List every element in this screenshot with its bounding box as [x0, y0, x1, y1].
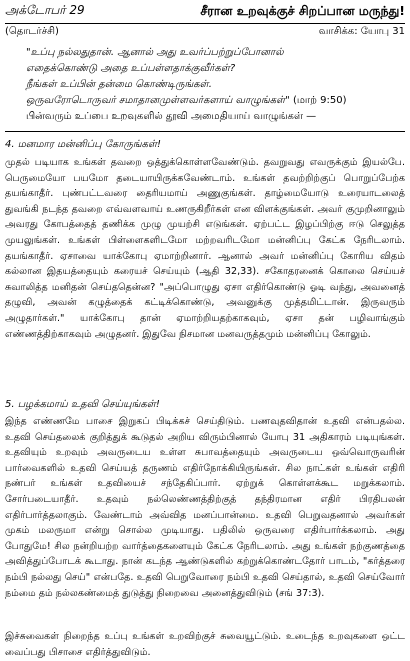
reading-reference: வாசிக்க: யோபு 31	[318, 26, 405, 37]
page-date: அக்டோபர் 29	[5, 3, 85, 17]
page-title: சீரான உறவுக்குச் சிறப்பான மருந்து!	[200, 2, 405, 18]
quote-line: எதைக்கொண்டு அதை உப்பள்ளதாக்குவீர்கள்?	[26, 63, 236, 74]
quote-line	[26, 93, 400, 109]
continued-label: (தொடர்ச்சி)	[5, 26, 59, 37]
subheader	[5, 26, 405, 38]
section-heading: 5. பழக்கமாய் உதவி செய்யுங்கள்!	[5, 399, 160, 410]
section-body: இந்த எண்ணமே பாசை இறுகப் பிடிக்கச் செய்திடும். பணவுதவிதான் உதவி என்பதல்ல. உதவி செய்தலைக் குறித்துக் கூடுதல் அறிய விரும்பினால் யோபு 31 அதிகாரம் படியுங்கள். உதவியும் உறவும் அவருடைய உள்ள சுபாவத்தையும் அவருடைய ஒவ்வொருவரின் பார்வைகளில் உதவி செய்யத் தருணம் எதிர்நோக்கியிருங்கள். சில நாட்கள் உங்கள் எதிரி நண்பர் உங்கள் உதவியைச் சந்தேகிப்பார். ஏற்றுக் கொள்ளக்கூட மறுக்கலாம். சோர்படையாதீர். உதவும் நல்லெண்ணத்திற்குத் தந்திரமான எதிர் பிரதிபலன் எதிர்பார்த்தலாகும். வேண்டாம் அவ்வித மனப்பான்மை. உதவி பெறுவதனால் அவர்கள் முகம் மலருமா என்று சொல்ல முடியாது. பதிலில் ஒருவரை எதிர்பார்க்கலாம். அது போதுமே! சில நன்றியற்ற வார்த்தைகளையும் கேட்க நேரிடலாம். அது உங்கள் நற்குணத்தை அவித்துப்போடக் கூடாது. நான் கடந்த ஆண்டுகளில் கற்றுக்கொண்டதோர் பாடம், "கர்த்தரை நம்பி நல்லது செய்" என்பதே. உதவி பெறுவோரை நம்பி உதவி செய்தால், உதவி செய்வோர் நம்மை தம் நல்லகண்மைத் துடுத்து நிறைவை அனைத்துவிடும் (சங் 37:3).	[5, 416, 405, 599]
page-header	[5, 0, 405, 22]
header-divider	[5, 23, 405, 24]
quote-line: "உப்பு நல்லதுதான். ஆனால் அது உவர்ப்பற்றுப்போனால்	[26, 47, 284, 58]
section-body: முதல் படியாக உங்கள் தவறை ஒத்துக்கொள்ளவேண்டும். தவறுவது எவருக்கும் இயல்பே. பெருமையோ பயமோ தடையாயிருக்கவேண்டாம். உங்கள் தவற்றிற்குப் பொறுப்பேற்க தயங்காதீர். புண்பட்டவரை தைரியமாய் அணுகுங்கள். தாழ்மையோடு உரையாடலைத் துவங்கி நடந்த தவறை எவ்வளவாய் உணருகிறீர்கள் என விளக்குங்கள். அவர் குமுறினாலும் அவரது கோபத்தைத் தணிக்க முழு முயற்சி எடுங்கள். ஏற்பட்ட இழப்பிற்கு ஈடு செலுத்த முயலுங்கள். உங்கள் பிள்ளைகளிடமோ மற்றவரிடமோ மன்னிப்பு கேட்க நேரிடலாம். தயங்காதீர். ஏசாவை யாக்கோபு ஏமாற்றினார். ஆனால் அவர் மன்னிப்பு கோரிய விதம் கல்லான இதயத்தையும் கரையச் செய்யும் (ஆதி 32,33). சகோதரனைக் கொலை செய்யச் சுவாலித்த மனிதன் செய்ததென்ன? "அப்பொழுது ஏசா எதிர்கொண்டு ஓடி வந்து, அவனைத் தழுவி, அவன் கழுத்தைக் கட்டிக்கொண்டு, அவனுக்கு முத்தமிட்டான். இருவரும் அழுதார்கள்." யாக்கோபு தான் ஏமாற்றியதற்காகவும், ஏசா தன் பழிவாங்கும் எண்ணத்திற்காகவும் அழுதனர். இதுவே நிசமான மனவருத்தமும் மன்னிப்பு கோலும்.	[5, 157, 405, 340]
section-divider	[5, 131, 405, 132]
quote-line-text: ஒருவரோடொருவர் சமாதானமுள்ளவர்களாய் வாழுங்கள்"	[26, 95, 290, 106]
quote-line: நீங்கள் உப்பின் தன்மை கொண்டிருங்கள்.	[26, 79, 212, 90]
scripture-quote	[26, 45, 400, 109]
intro-text: பின்வரும் உப்பை உறவுகளில் தூவி அமைதியாய் வாழுங்கள் —	[26, 111, 317, 122]
section-heading: 4. மனமார மன்னிப்பு கோருங்கள்!	[5, 139, 162, 150]
closing-paragraph: இச்சுவைகள் நிறைந்த உப்பு உங்கள் உறவிற்குச் சுவையூட்டும். உடைந்த உறவுகளை ஒட்ட வைப்பது பிசாசை எதிர்த்துவிடும்.	[5, 631, 405, 658]
quote-reference: (மாற் 9:50)	[292, 95, 347, 106]
